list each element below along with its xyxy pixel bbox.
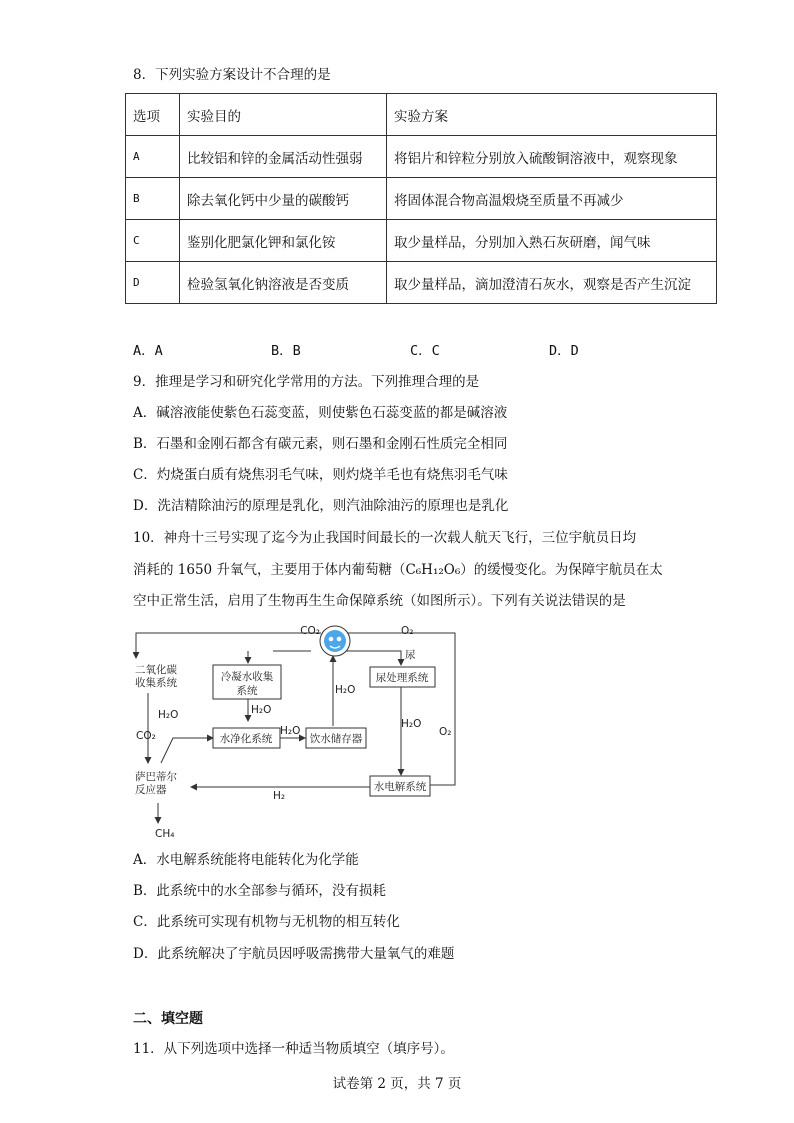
storage-label: 饮水储存器 <box>309 733 363 745</box>
q11-stem: 11．从下列选项中选择一种适当物质填空（填序号）。 <box>133 1041 454 1057</box>
sabatier-label-2: 反应器 <box>135 784 167 796</box>
label-o2-right: O₂ <box>439 726 452 738</box>
row-option: C <box>126 220 180 262</box>
table-row <box>126 220 717 262</box>
row-option: D <box>126 262 180 304</box>
label-h2: H₂ <box>273 790 286 802</box>
q8-option-b[interactable]: B．B <box>271 343 301 359</box>
label-h2o-urine: H₂O <box>401 718 422 730</box>
q9-option-b[interactable]: B．石墨和金刚石都含有碳元素，则石墨和金刚石性质完全相同 <box>133 436 508 452</box>
header-plan: 实验方案 <box>387 94 717 136</box>
q9-stem: 9．推理是学习和研究化学常用的方法。下列推理合理的是 <box>133 374 480 390</box>
page-footer: 试卷第 2 页，共 7 页 <box>332 1076 462 1092</box>
label-ch4: CH₄ <box>155 828 175 840</box>
q10-stem-line3: 空中正常生活，启用了生物再生生命保障系统（如图所示）。下列有关说法错误的是 <box>133 593 626 609</box>
section-heading: 二、填空题 <box>133 1011 203 1027</box>
table-header-row <box>126 94 717 136</box>
astronaut-icon <box>320 626 350 656</box>
row-plan: 取少量样品，分别加入熟石灰研磨，闻气味 <box>387 220 717 262</box>
experiment-table <box>125 93 717 304</box>
q9-option-a[interactable]: A．碱溶液能使紫色石蕊变蓝，则使紫色石蕊变蓝的都是碱溶液 <box>133 405 508 421</box>
label-urine: 尿 <box>405 649 416 661</box>
q10-option-c[interactable]: C．此系统可实现有机物与无机物的相互转化 <box>133 914 400 930</box>
purify-label: 水净化系统 <box>219 733 273 745</box>
label-co2-top: CO₂ <box>300 625 320 637</box>
label-h2o-left: H₂O <box>158 709 179 721</box>
table-row <box>126 262 717 304</box>
urine-system-label: 尿处理系统 <box>375 672 429 684</box>
co2-system-label-2: 收集系统 <box>135 677 177 689</box>
condense-label-1: 冷凝水收集 <box>220 671 274 683</box>
co2-system-label-1: 二氧化碳 <box>135 664 177 676</box>
table-row <box>126 178 717 220</box>
table-row <box>126 136 717 178</box>
row-purpose: 鉴别化肥氯化钾和氯化铵 <box>180 220 387 262</box>
q9-option-d[interactable]: D．洗洁精除油污的原理是乳化，则汽油除油污的原理也是乳化 <box>133 498 509 514</box>
row-plan: 取少量样品，滴加澄清石灰水，观察是否产生沉淀 <box>387 262 717 304</box>
label-h2o-mid: H₂O <box>280 725 301 737</box>
row-option: A <box>126 136 180 178</box>
label-co2-left: CO₂ <box>136 730 156 742</box>
q10-option-d[interactable]: D．此系统解决了宇航员因呼吸需携带大量氧气的难题 <box>133 946 455 962</box>
row-option: B <box>126 178 180 220</box>
q10-stem-line2: 消耗的 1650 升氧气，主要用于体内葡萄糖（C₆H₁₂O₆）的缓慢变化。为保障宇航员在太 <box>133 562 663 578</box>
q8-option-d[interactable]: D．D <box>549 343 579 359</box>
q10-stem-line1: 10．神舟十三号实现了迄今为止我国时间最长的一次载人航天飞行，三位宇航员日均 <box>133 530 637 546</box>
header-purpose: 实验目的 <box>180 94 387 136</box>
label-h2o-condense: H₂O <box>251 704 272 716</box>
q8-answer-options <box>133 342 653 360</box>
row-purpose: 检验氢氧化钠溶液是否变质 <box>180 262 387 304</box>
q10-option-a[interactable]: A．水电解系统能将电能转化为化学能 <box>133 852 359 868</box>
row-purpose: 除去氧化钙中少量的碳酸钙 <box>180 178 387 220</box>
sabatier-label-1: 萨巴蒂尔 <box>135 771 177 783</box>
row-plan: 将铝片和锌粒分别放入硫酸铜溶液中，观察现象 <box>387 136 717 178</box>
q8-option-a[interactable]: A．A <box>133 343 163 359</box>
row-purpose: 比较铝和锌的金属活动性强弱 <box>180 136 387 178</box>
q9-option-c[interactable]: C．灼烧蛋白质有烧焦羽毛气味，则灼烧羊毛也有烧焦羽毛气味 <box>133 467 508 483</box>
electrolysis-label: 水电解系统 <box>373 781 427 793</box>
life-support-diagram <box>133 623 463 843</box>
header-option: 选项 <box>126 94 180 136</box>
condense-label-2: 系统 <box>236 685 258 697</box>
q10-option-b[interactable]: B．此系统中的水全部参与循环，没有损耗 <box>133 883 386 899</box>
row-plan: 将固体混合物高温煅烧至质量不再减少 <box>387 178 717 220</box>
q8-stem: 8．下列实验方案设计不合理的是 <box>133 67 331 83</box>
label-h2o-storage: H₂O <box>335 684 356 696</box>
label-o2-top: O₂ <box>401 625 414 637</box>
q8-option-c[interactable]: C．C <box>410 343 440 359</box>
